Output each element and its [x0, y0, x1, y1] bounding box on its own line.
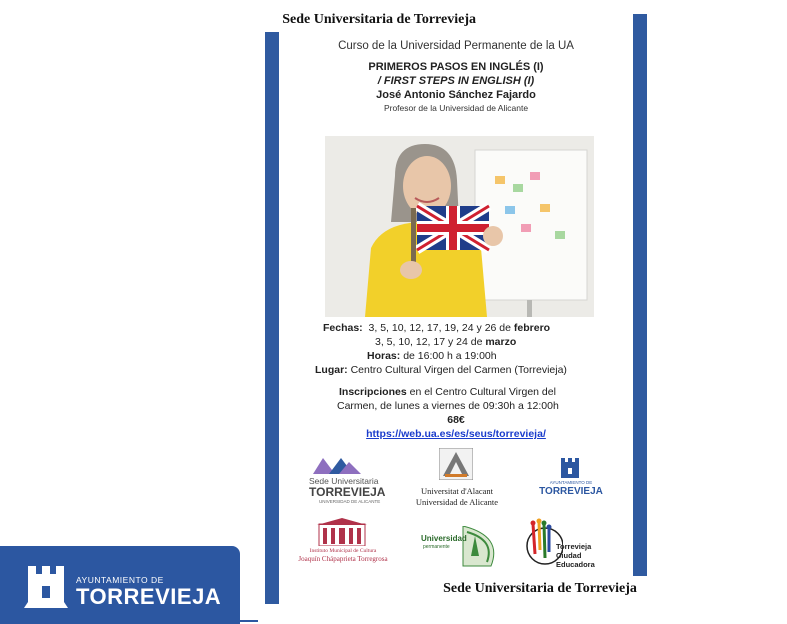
inscripciones-line-1: en el Centro Cultural Virgen del [409, 386, 556, 398]
ua-emblem-icon [439, 448, 473, 480]
instituto-building-icon [317, 518, 367, 546]
universidad-permanente-logo [419, 526, 503, 570]
poster-frame-left [265, 32, 279, 604]
upua-logo-line-2: permanente [423, 544, 450, 550]
sede-roof-icon [313, 456, 363, 474]
ayto-logo-line-2: TORREVIEJA [539, 486, 603, 497]
fechas-label: Fechas: [323, 322, 363, 334]
upua-logo-line-1: Universidad [421, 534, 467, 543]
inscripciones-label: Inscripciones [339, 386, 407, 398]
corner-logo-sub: AYUNTAMIENTO DE [76, 575, 164, 585]
ua-logo-line-2: Universidad de Alicante [415, 497, 499, 507]
instituto-logo-line-2: Joaquín Chápaprieta Torregrosa [298, 555, 388, 563]
course-title-en: / FIRST STEPS IN ENGLISH (I) [377, 75, 535, 87]
ayuntamiento-corner-logo [0, 546, 240, 624]
corner-logo-main: TORREVIEJA [76, 584, 222, 609]
author-name: José Antonio Sánchez Fajardo [376, 89, 536, 101]
uk-flag-icon [417, 206, 489, 250]
sede-logo-line-3: UNIVERSIDAD DE ALICANTE [319, 499, 381, 504]
horas-label: Horas: [367, 350, 401, 362]
fechas-march-month: marzo [485, 336, 517, 348]
course-line: Curso de la Universidad Permanente de la UA [338, 40, 574, 52]
price: 68€ [447, 414, 465, 426]
lugar-label: Lugar: [315, 364, 348, 376]
corner-underline [0, 620, 258, 622]
ciudad-educadora-logo [523, 518, 621, 572]
author-role: Profesor de la Universidad de Alicante [383, 103, 529, 113]
fechas-february: 3, 5, 10, 12, 17, 19, 24 y 26 de [368, 322, 511, 334]
course-title-es: PRIMEROS PASOS EN INGLÉS (I) [368, 61, 544, 73]
ciudad-logo-line-1: Torrevieja [556, 542, 592, 551]
header-sede-label: Sede Universitaria de Torrevieja [264, 8, 478, 32]
instituto-logo-line-1: Instituto Municipal de Cultura [309, 548, 377, 554]
fechas-february-month: febrero [513, 322, 551, 334]
universidad-alicante-logo [409, 448, 505, 512]
ayuntamiento-torrevieja-logo [531, 456, 611, 510]
ciudad-logo-line-2: Ciudad Educadora [556, 551, 595, 569]
instituto-cultura-logo [287, 518, 399, 564]
castle-tower-icon [559, 456, 581, 478]
sede-logo-line-2: TORREVIEJA [309, 485, 386, 499]
course-poster [279, 32, 633, 576]
ua-logo-line-1: Universitat d'Alacant [420, 486, 494, 496]
sede-logo-line-1: Sede Universitaria [309, 476, 379, 486]
horas-value: de 16:00 h a 19:00h [403, 350, 497, 362]
teacher-with-uk-flag-photo [325, 136, 594, 317]
ayto-logo-line-1: AYUNTAMIENTO DE [549, 480, 593, 485]
footer-sede-label: Sede Universitaria de Torrevieja [430, 576, 650, 602]
castle-tower-corner-icon [24, 562, 68, 608]
lugar-value: Centro Cultural Virgen del Carmen (Torrevieja) [350, 364, 567, 376]
poster-frame-right [633, 14, 647, 576]
photo-illustration [325, 136, 594, 317]
sede-torrevieja-logo [309, 456, 391, 512]
fechas-march: 3, 5, 10, 12, 17 y 24 de [375, 336, 483, 348]
registration-link[interactable]: https://web.ua.es/es/seus/torrevieja/ [366, 428, 546, 440]
inscripciones-line-2: Carmen, de lunes a viernes de 09:30h a 12:00h [337, 400, 559, 412]
